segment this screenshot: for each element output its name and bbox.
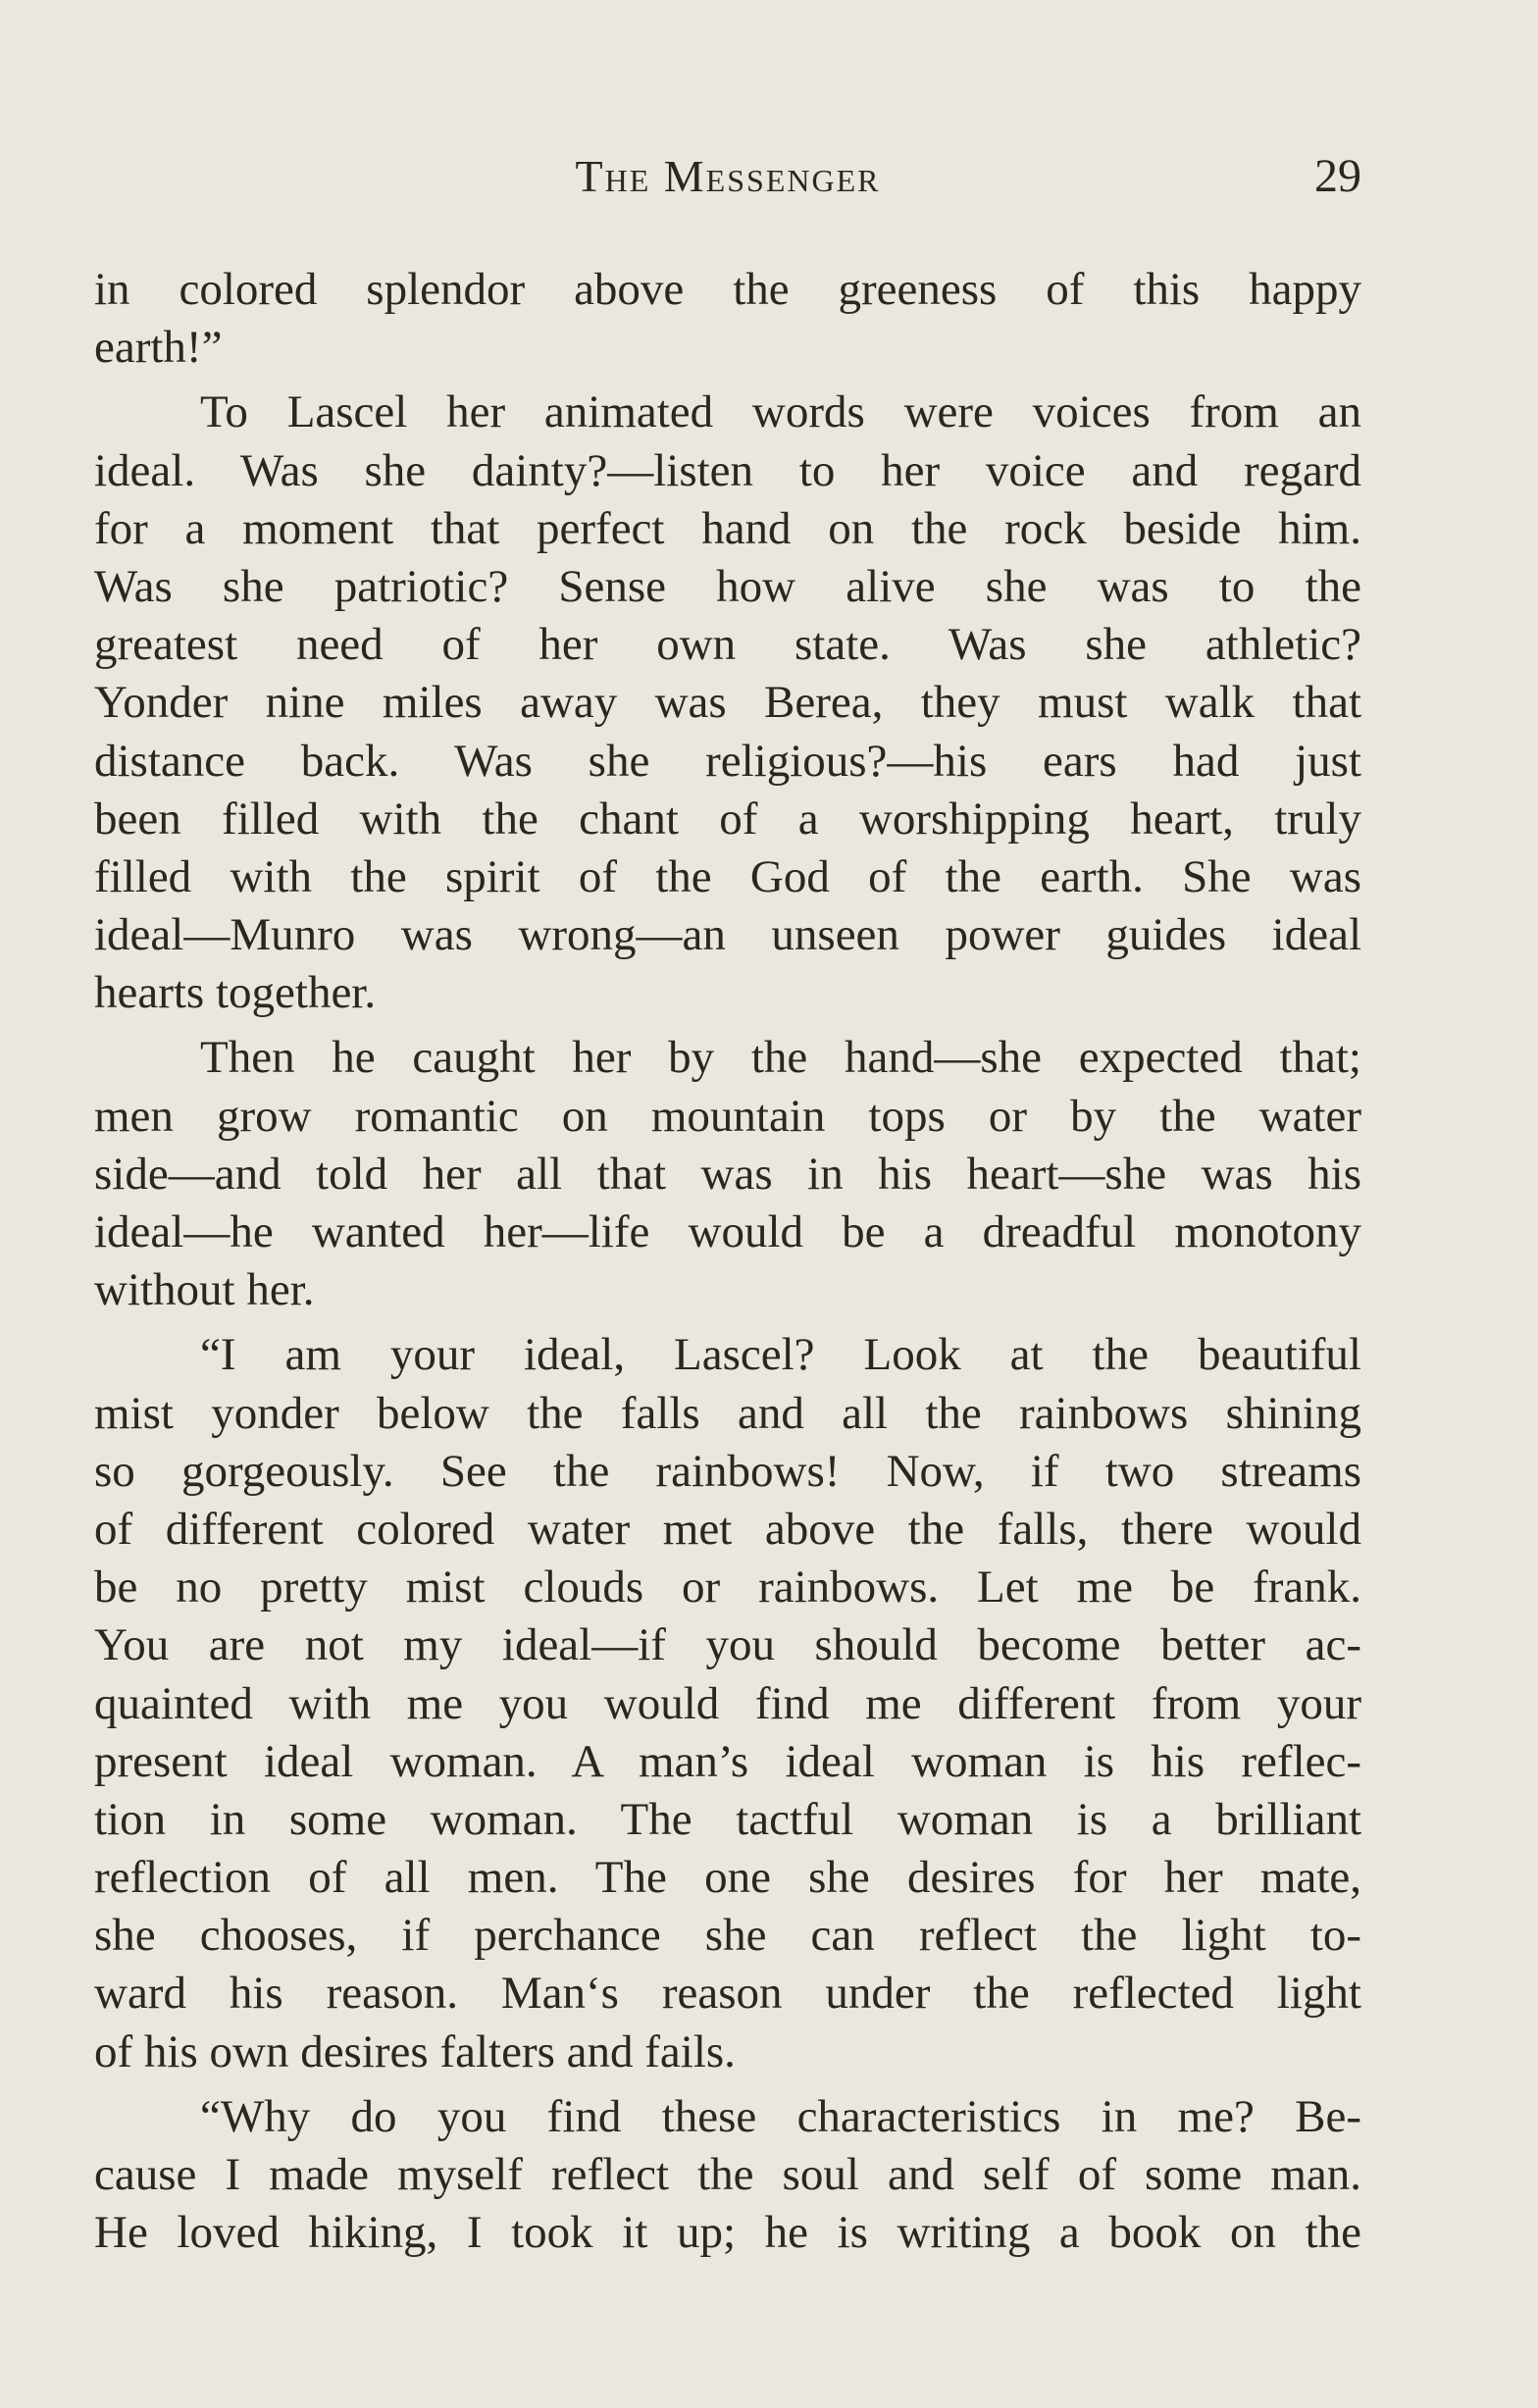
text-line: for a moment that perfect hand on the rock beside him. — [94, 502, 1361, 554]
text-line: You are not my ideal—if you should become better ac- — [94, 1619, 1361, 1671]
text-line: earth!” — [94, 322, 223, 374]
text-line: quainted with me you would find me different from your — [94, 1677, 1361, 1729]
text-line: in colored splendor above the greeness of this happy — [94, 264, 1361, 315]
text-line: hearts together. — [94, 967, 377, 1019]
text-line: mist yonder below the falls and all the rainbows shining — [94, 1387, 1361, 1439]
text-line: Then he caught her by the hand—she expected that; — [200, 1032, 1361, 1084]
text-line: Yonder nine miles away was Berea, they must walk that — [94, 677, 1361, 729]
text-line: greatest need of her own state. Was she athletic? — [94, 619, 1361, 671]
text-line: of his own desires falters and fails. — [94, 2025, 736, 2077]
text-line: ideal—Munro was wrong—an unseen power guides ideal — [94, 909, 1361, 961]
paragraph — [94, 261, 1361, 377]
text-line: men grow romantic on mountain tops or by the water — [94, 1090, 1361, 1142]
text-line: without her. — [94, 1264, 315, 1316]
page-number: 29 — [1314, 150, 1361, 202]
text-line: distance back. Was she religious?—his ears had just — [94, 735, 1361, 787]
text-line: “Why do you find these characteristics in me? Be- — [200, 2090, 1361, 2142]
text-line: she chooses, if perchance she can reflect the light to- — [94, 1910, 1361, 1962]
paragraph — [94, 1029, 1361, 1319]
text-line: side—and told her all that was in his heart—she was his — [94, 1148, 1361, 1200]
text-line: ideal. Was she dainty?—listen to her voice and regard — [94, 444, 1361, 496]
text-line: cause I made myself reflect the soul and self of some man. — [94, 2149, 1361, 2200]
text-line: ward his reason. Man‘s reason under the reflected light — [94, 1968, 1361, 2020]
text-line: be no pretty mist clouds or rainbows. Let me be frank. — [94, 1562, 1361, 1614]
running-title: The Messenger — [575, 151, 881, 201]
text-line: of different colored water met above the falls, there would — [94, 1503, 1361, 1555]
text-line: ideal—he wanted her—life would be a dreadful monotony — [94, 1206, 1361, 1257]
text-line: Was she patriotic? Sense how alive she was to the — [94, 560, 1361, 612]
running-head — [94, 147, 1361, 206]
text-line: “I am your ideal, Lascel? Look at the beautiful — [200, 1329, 1361, 1381]
paragraph — [94, 1326, 1361, 2080]
text-line: He loved hiking, I took it up; he is writing a book on the — [94, 2207, 1361, 2259]
text-line: filled with the spirit of the God of the earth. She was — [94, 850, 1361, 902]
text-line: reflection of all men. The one she desires for her mate, — [94, 1852, 1361, 1904]
text-line: so gorgeously. See the rainbows! Now, if two streams — [94, 1445, 1361, 1497]
text-line: To Lascel her animated words were voices from an — [200, 386, 1361, 438]
text-line: been filled with the chant of a worshipping heart, truly — [94, 793, 1361, 845]
text-line: tion in some woman. The tactful woman is a brilliant — [94, 1793, 1361, 1845]
body-text — [94, 261, 1361, 2269]
paragraph — [94, 2088, 1361, 2263]
paragraph — [94, 384, 1361, 1022]
text-line: present ideal woman. A man’s ideal woman is his reflec- — [94, 1735, 1361, 1787]
